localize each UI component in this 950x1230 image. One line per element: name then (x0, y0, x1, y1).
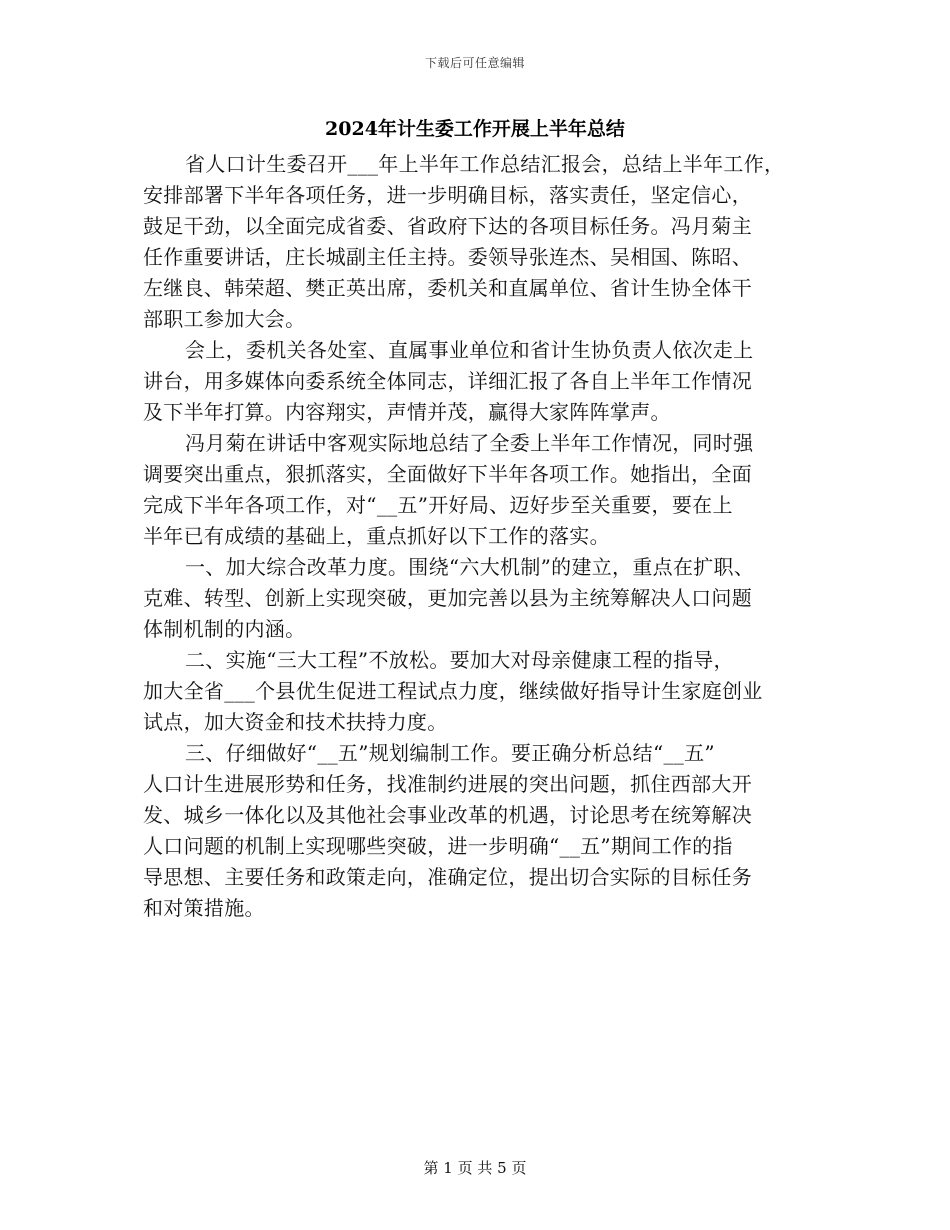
body-line: 二、实施“三大工程”不放松。要加大对母亲健康工程的指导， (185, 648, 734, 672)
body-line: 讲台，用多媒体向委系统全体同志，详细汇报了各自上半年工作情况 (143, 369, 752, 393)
body-line: 冯月菊在讲话中客观实际地总结了全委上半年工作情况，同时强 (185, 431, 754, 455)
body-line: 人口问题的机制上实现哪些突破，进一步明确“__五”期间工作的指 (143, 834, 733, 858)
body-line: 省人口计生委召开___年上半年工作总结汇报会，总结上半年工作， (185, 152, 785, 176)
body-line: 调要突出重点，狠抓落实，全面做好下半年各项工作。她指出，全面 (143, 462, 752, 486)
body-line: 任作重要讲话，庄长城副主任主持。委领导张连杰、吴相国、陈昭、 (143, 245, 752, 269)
body-line: 一、加大综合改革力度。围绕“六大机制”的建立，重点在扩职、 (185, 555, 755, 579)
body-line: 安排部署下半年各项任务，进一步明确目标，落实责任，坚定信心， (143, 183, 752, 207)
document-title: 2024年计生委工作开展上半年总结 (325, 118, 625, 140)
body-line: 试点，加大资金和技术扶持力度。 (143, 710, 448, 734)
header-note: 下载后可任意编辑 (424, 56, 525, 70)
body-line: 导思想、主要任务和政策走向，准确定位，提出切合实际的目标任务 (143, 865, 752, 889)
body-line: 会上，委机关各处室、直属事业单位和省计生协负责人依次走上 (185, 338, 754, 362)
body-line: 左继良、韩荣超、樊正英出席，委机关和直属单位、省计生协全体干 (143, 276, 752, 300)
body-line: 加大全省___个县优生促进工程试点力度，继续做好指导计生家庭创业 (143, 679, 763, 703)
body-line: 及下半年打算。内容翔实，声情并茂，赢得大家阵阵掌声。 (143, 400, 671, 424)
body-line: 鼓足干劲，以全面完成省委、省政府下达的各项目标任务。冯月菊主 (143, 214, 752, 238)
page-footer: 第 1 页 共 5 页 (423, 1159, 527, 1177)
body-line: 人口计生进展形势和任务，找准制约进展的突出问题，抓住西部大开 (143, 772, 752, 796)
document-body (143, 149, 843, 924)
body-line: 部职工参加大会。 (143, 307, 306, 331)
body-line: 半年已有成绩的基础上，重点抓好以下工作的落实。 (143, 524, 610, 548)
body-line: 和对策措施。 (143, 896, 265, 920)
body-line: 体制机制的内涵。 (143, 617, 306, 641)
body-line: 三、仔细做好“__五”规划编制工作。要正确分析总结“__五” (185, 741, 715, 765)
body-line: 发、城乡一体化以及其他社会事业改革的机遇，讨论思考在统筹解决 (143, 803, 752, 827)
body-line: 克难、转型、创新上实现突破，更加完善以县为主统筹解决人口问题 (143, 586, 752, 610)
body-line: 完成下半年各项工作，对“__五”开好局、迈好步至关重要，要在上 (143, 493, 733, 517)
